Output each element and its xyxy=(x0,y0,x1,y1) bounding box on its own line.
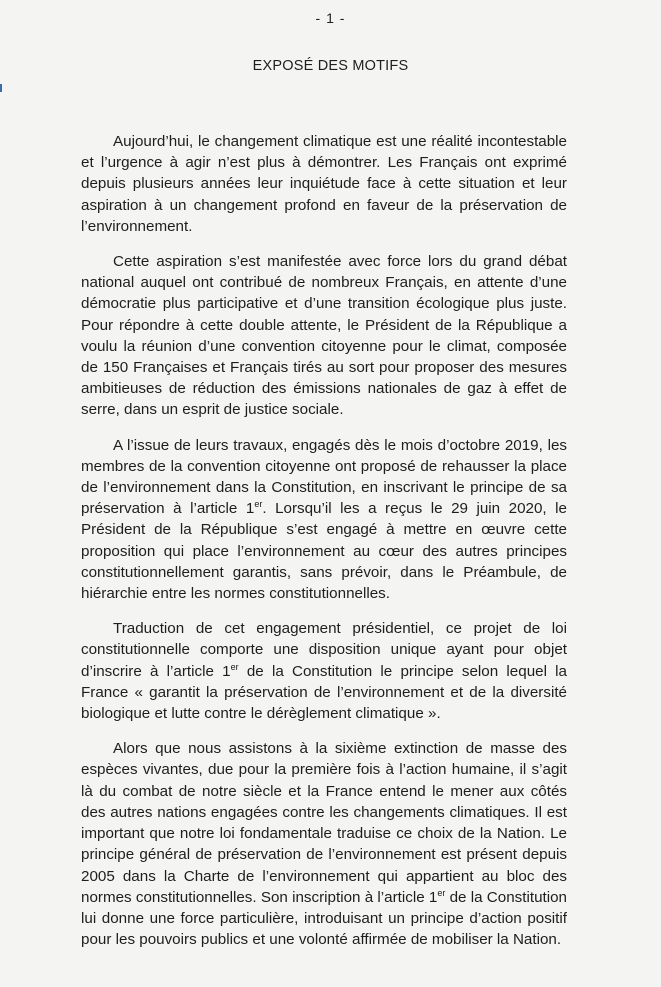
margin-mark xyxy=(0,84,2,92)
body-text xyxy=(81,131,567,964)
page-number: - 1 - xyxy=(315,10,346,26)
paragraph-5: Alors que nous assistons à la sixième extinction de masse des espèces vivantes, due pour la première fois à l’action humaine, il s’agit là du combat de notre siècle et la France entend le mener aux côtés des autres nations engagées contre les changements climatiques. Il est important que notre loi fondamentale traduise ce choix de la Nation. Le principe général de préservation de l’environnement est présent depuis 2005 dans la Charte de l’environnement qui appartient au bloc des normes constitutionnelles. Son inscription à l’article 1er de la Constitution lui donne une force particulière, introduisant un principe d’action positif pour les pouvoirs publics et une volonté affirmée de mobiliser la Nation. xyxy=(81,740,568,949)
paragraph-1: Aujourd’hui, le changement climatique est une réalité incontestable et l’urgence à agir n’est plus à démontrer. Les Français ont exprimé depuis plusieurs années leur inquiétude face à cette situation et leur aspiration à un changement profond en faveur de la préservation de l’environnement. xyxy=(81,133,567,235)
page-title: EXPOSÉ DES MOTIFS xyxy=(252,58,409,74)
paragraph-2: Cette aspiration s’est manifestée avec force lors du grand débat national auquel ont contribué de nombreux Français, en attente d’une démocratie plus participative et d’une transition écologique plus juste. Pour répondre à cette double attente, le Président de la République a voulu la réunion d’une convention citoyenne pour le climat, composée de 150 Françaises et Français tirés au sort pour proposer des mesures ambitieuses de réduction des émissions nationales de gaz à effet de serre, dans un esprit de justice sociale. xyxy=(81,253,567,419)
paragraph-3: A l’issue de leurs travaux, engagés dès le mois d’octobre 2019, les membres de la convention citoyenne ont proposé de rehausser la place de l’environnement dans la Constitution, en inscrivant le principe de sa préservation à l’article 1er. Lorsqu’il les a reçus le 29 juin 2020, le Président de la République s’est engagé à mettre en œuvre cette proposition qui place l’environnement au cœur des autres principes constitutionnellement garantis, sans prévoir, dans le Préambule, de hiérarchie entre les normes constitutionnelles. xyxy=(81,436,567,603)
paragraph-4: Traduction de cet engagement présidentiel, ce projet de loi constitutionnelle comporte une disposition unique ayant pour objet d’inscrire à l’article 1er de la Constitution le principe selon lequel la France « garantit la préservation de l’environnement et de la diversité biologique et lutte contre le dérèglement climatique ». xyxy=(81,620,568,723)
